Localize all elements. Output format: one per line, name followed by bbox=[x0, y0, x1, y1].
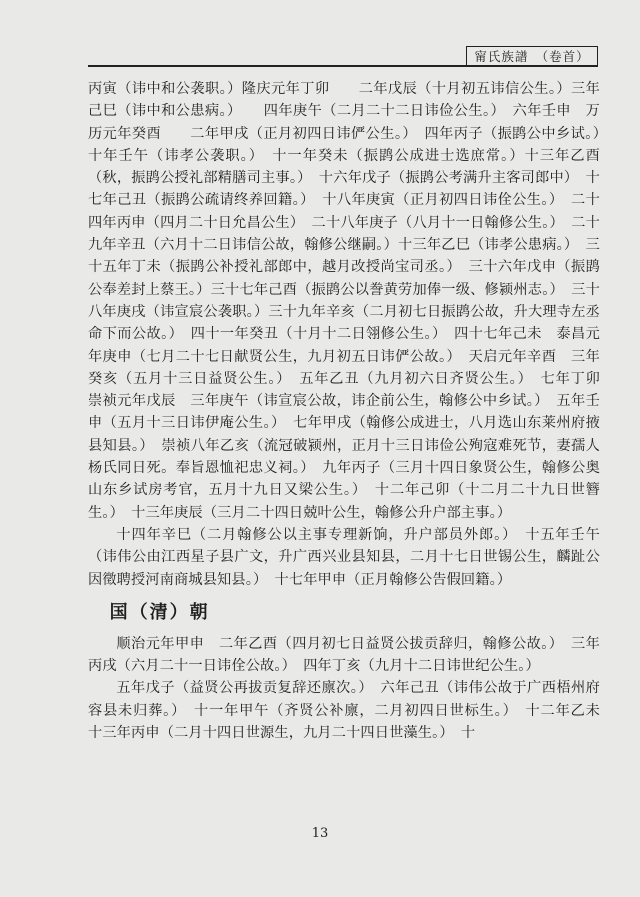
header-rule bbox=[88, 65, 598, 67]
section-title: 国（清）朝 bbox=[109, 601, 210, 623]
running-header-tab: 甯氏族譜 （卷首） bbox=[466, 46, 598, 67]
paragraph-1: 丙寅（讳中和公袭职。）隆庆元年丁卯 二年戊辰（十月初五讳信公生。）三年己巳（讳中和公患病。） 四年庚午（二月二十二日讳俭公生。） 六年壬申 万历元年癸酉 二年甲戌（正月初四日讳俨公生。） 四年丙子（振鹍公中乡试。） 十年壬午（讳孝公袭职。） 十一年癸未（振鹍公成进士选庶常。）十三年乙酉（秋，振鹍公授礼部精膳司主事。） 十六年戊子（振鹍公考满升主客司郎中） 十七年己丑（振鹍公疏请终养回籍。） 十八年庚寅（正月初四日讳佺公生。） 二十四年丙申（四月二十日允昌公生） 二十八年庚子（八月十一日翰修公生。） 二十九年辛丑（六月十二日讳信公故，翰修公继嗣。）十三年乙巳（讳孝公患病。） 三十五年丁未（振鹍公补授礼部郎中，越月改授尚宝司丞。） 三十六年戊申（振鹍公奉差封上蔡王。）三十七年己酉（振鹍公以誊黄劳加俸一级、修颍州志。） 三十八年庚戌（讳宣宸公袭职。）三十九年辛亥（二月初七日振鹍公故，升大理寺左丞命下而公故。） 四十一年癸丑（十月十二日翎修公生。） 四十七年己未 泰昌元年庚申（七月二十七日献贤公生，九月初五日讳俨公故。） 天启元年辛酉 三年癸亥（五月十三日益贤公生。） 五年乙丑（九月初六日齐贤公生。） 七年丁卯 崇祯元年戊辰 三年庚午（讳宣宸公故，讳企前公生，翰修公中乡试。） 五年壬申（五月十三日讳伊庵公生。） 七年甲戌（翰修公成进士，八月选山东莱州府掖县知县。） 崇祯八年乙亥（流冠破颍州，正月十三日讳俭公殉寇难死节，妻孺人杨氏同日死。奉旨恩恤祀忠义祠。） 九年丙子（三月十四日象贤公生，翰修公奥山东乡试房考官，五月十九日又梁公生。） 十二年己卯（十二月二十九日世簪生。） 十三年庚辰（三月二十四日兢叶公生，翰修公升户部主事。） bbox=[88, 81, 615, 521]
paragraph-3: 顺治元年甲申 二年乙酉（四月初七日益贤公拔贡辞归，翰修公故。） 三年丙戌（六月二十一日讳佺公故。） 四年丁亥（九月十二日讳世纪公生。） bbox=[88, 635, 600, 675]
paragraph-4: 五年戊子（益贤公再拔贡复辞还廪次。） 六年己丑（讳伟公故于广西梧州府容县未归葬。） 十一年甲午（齐贤公补廪，二月初四日世标生。） 十二年乙未 十三年丙申（二月十四日世源生，九月二十四日世藻生。） 十 bbox=[88, 680, 615, 742]
body-text bbox=[88, 78, 615, 744]
paragraph-2: 十四年辛巳（二月翰修公以主事专理新饷，升户部员外郎。） 十五年壬午（讳伟公由江西星子县广文，升广西兴业县知县，二月十七日世锡公生，麟趾公因徵聘授河南商城县知县。） 十七年甲申（正月翰修公告假回籍。） bbox=[88, 526, 600, 588]
page-number: 13 bbox=[311, 826, 329, 841]
